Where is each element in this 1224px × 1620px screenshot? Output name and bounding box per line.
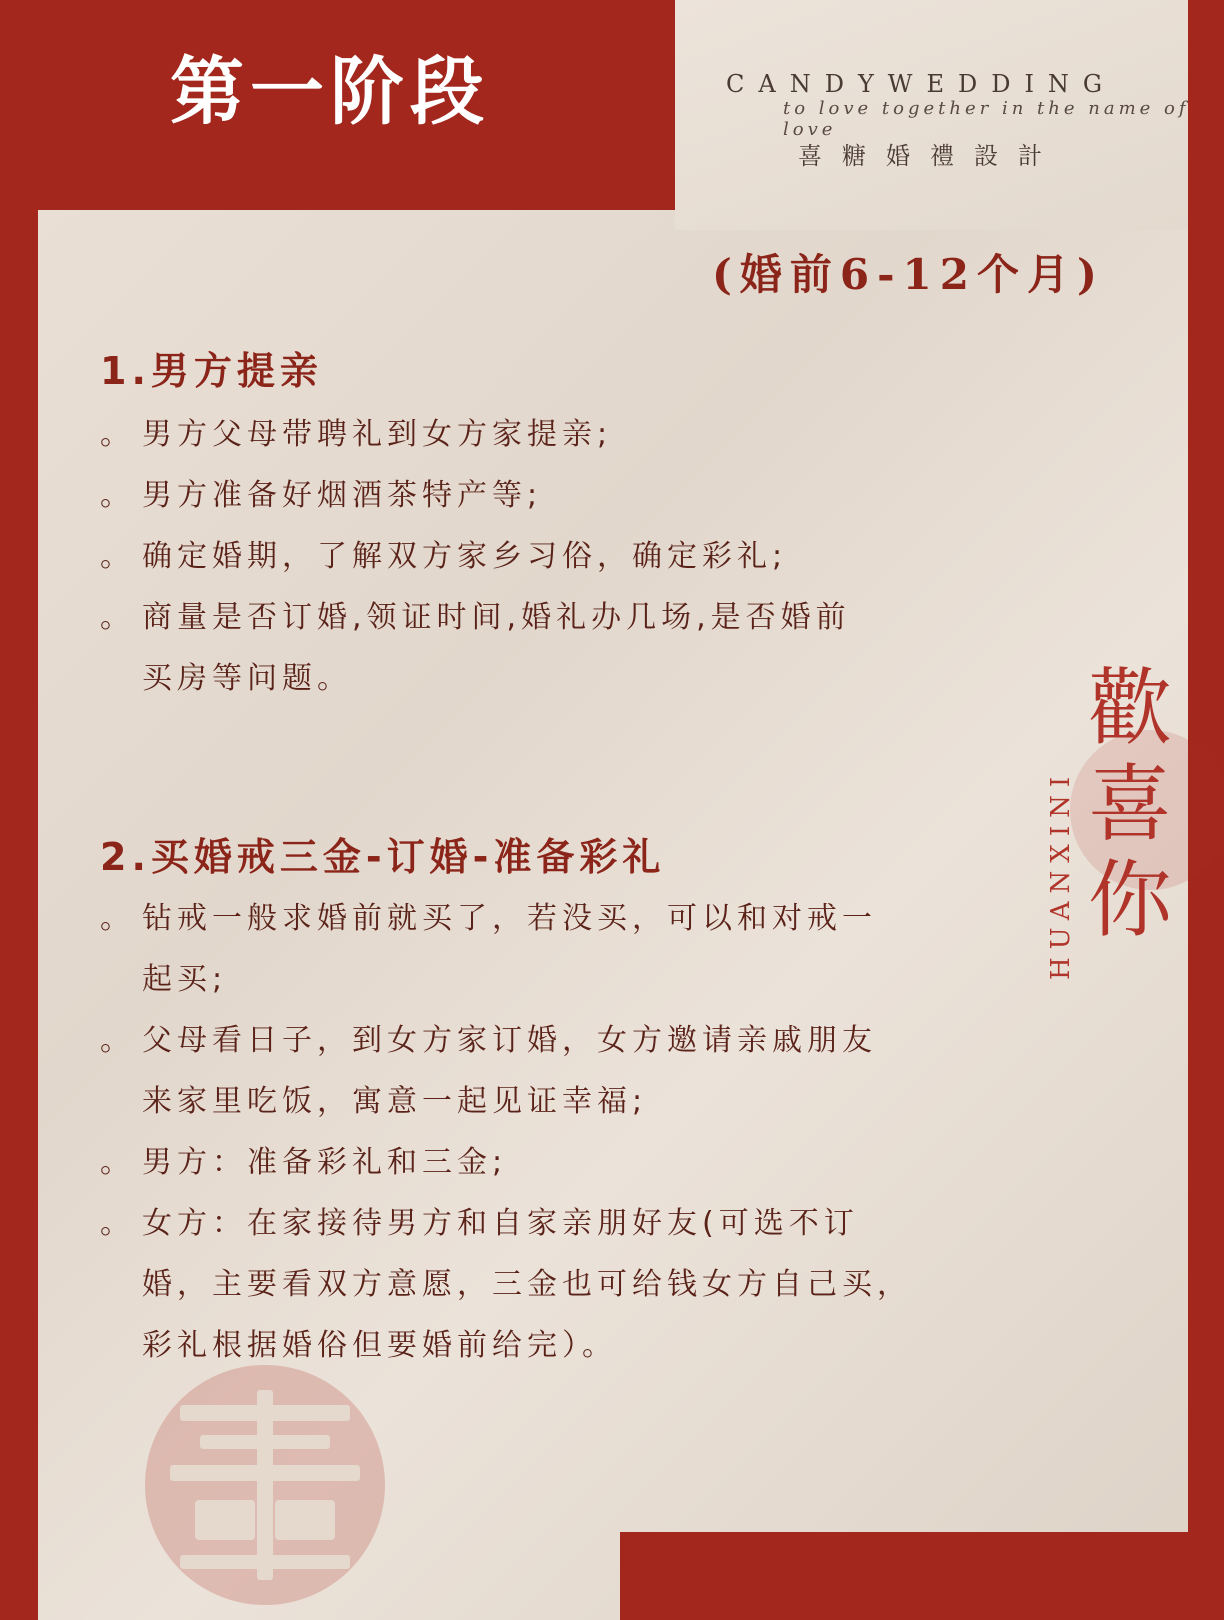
- bullet-icon: 。: [100, 901, 135, 936]
- list-item: 。 男方父母带聘礼到女方家提亲;: [100, 404, 1030, 465]
- section-title-engagement: 2.买婚戒三金-订婚-准备彩礼: [100, 835, 666, 879]
- double-happiness-seal-icon: [140, 1360, 390, 1610]
- list-item: 。 商量是否订婚,领证时间,婚礼办几场,是否婚前: [100, 587, 1030, 648]
- list-item: 。 男方：准备彩礼和三金;: [100, 1132, 1030, 1193]
- list-item: 起买;: [142, 962, 228, 997]
- bottom-red-block: [620, 1532, 1188, 1620]
- bullet-icon: 。: [100, 478, 135, 513]
- section-list-engagement: [100, 888, 1030, 1376]
- bullet-icon: 。: [100, 1023, 135, 1058]
- vertical-seal-text: [1080, 660, 1180, 948]
- pinyin-vertical-text: HUANXINI: [1046, 768, 1076, 980]
- list-item: 。 确定婚期，了解双方家乡习俗，确定彩礼;: [100, 526, 1030, 587]
- list-item: 彩礼根据婚俗但要婚前给完）。: [142, 1328, 617, 1363]
- bullet-icon: 。: [100, 539, 135, 574]
- bullet-icon: 。: [100, 1206, 135, 1241]
- brand-tagline: to love together in the name of love: [783, 98, 1190, 140]
- bullet-icon: 。: [100, 417, 135, 452]
- section-list-proposal: [100, 404, 1030, 709]
- list-item: 婚，主要看双方意愿，三金也可给钱女方自己买，: [142, 1267, 912, 1302]
- list-item: 。 男方准备好烟酒茶特产等;: [100, 465, 1030, 526]
- list-item: 。 女方：在家接待男方和自家亲朋好友(可选不订: [100, 1193, 1030, 1254]
- stage-title: 第一阶段: [170, 49, 490, 135]
- bullet-icon: 。: [100, 1145, 135, 1180]
- seal-char: 你: [1087, 851, 1172, 949]
- list-item: 。 钻戒一般求婚前就买了，若没买，可以和对戒一: [100, 888, 1030, 949]
- seal-char: 歡: [1087, 659, 1172, 757]
- period-label: (婚前6-12个月): [712, 250, 1105, 299]
- seal-char: 喜: [1087, 755, 1172, 853]
- bullet-icon: 。: [100, 600, 135, 635]
- list-item: 来家里吃饭，寓意一起见证幸福;: [142, 1084, 648, 1119]
- brand-name: CANDYWEDDING: [726, 70, 1117, 98]
- list-item: 买房等问题。: [142, 661, 352, 696]
- section-title-proposal: 1.男方提亲: [100, 349, 323, 393]
- list-item: 。 父母看日子，到女方家订婚，女方邀请亲戚朋友: [100, 1010, 1030, 1071]
- brand-chinese-name: 喜糖婚禮設計: [798, 142, 1062, 170]
